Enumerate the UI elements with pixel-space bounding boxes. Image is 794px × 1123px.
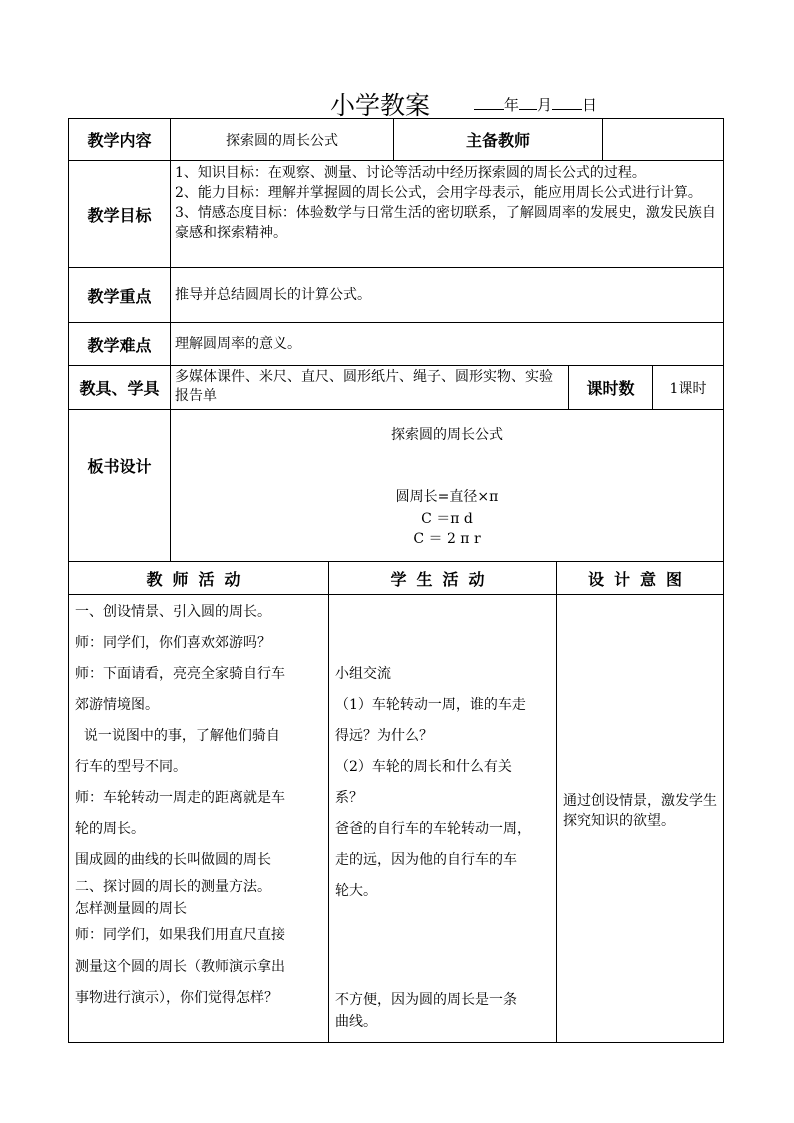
student-line: （1）车轮转动一周，谁的车走 bbox=[335, 697, 526, 713]
student-line: 小组交流 bbox=[335, 666, 391, 682]
board-formula-3: C ＝ 2 π r bbox=[413, 531, 481, 547]
board-title: 探索圆的周长公式 bbox=[391, 427, 503, 443]
student-line: （2）车轮的周长和什么有关 bbox=[335, 759, 512, 775]
difficulty-value: 理解圆周率的意义。 bbox=[170, 322, 724, 366]
content-label: 教学内容 bbox=[68, 118, 171, 161]
student-line: 走的远，因为他的自行车的车 bbox=[335, 852, 517, 868]
page-header bbox=[0, 86, 794, 120]
design-intent-text: 通过创设情景，激发学生探究知识的欲望。 bbox=[563, 793, 717, 829]
date-month: 月 bbox=[537, 96, 553, 114]
goals-list bbox=[170, 160, 724, 268]
teacher-line: 师：下面请看，亮亮全家骑自行车 bbox=[75, 666, 285, 682]
hours-value: 1课时 bbox=[652, 365, 724, 410]
date-year: 年 bbox=[504, 96, 520, 114]
board-label: 板书设计 bbox=[68, 409, 171, 562]
date-line bbox=[474, 94, 597, 115]
student-activity-header: 学生活动 bbox=[328, 561, 557, 595]
goal-item: 3、情感态度目标：体验数学与日常生活的密切联系，了解圆周率的发展史，激发民族自豪感和探索精神。 bbox=[175, 205, 716, 241]
date-day: 日 bbox=[582, 96, 598, 114]
teacher-activity-column bbox=[68, 594, 329, 1043]
goal-item: 1、知识目标：在观察、测量、讨论等活动中经历探索圆的周长公式的过程。 bbox=[175, 165, 646, 181]
page-title: 小学教案 bbox=[330, 91, 431, 120]
board-formula-1: 圆周长=直径×π bbox=[395, 489, 499, 505]
key-value: 推导并总结圆周长的计算公式。 bbox=[170, 267, 724, 323]
student-line: 爸爸的自行车的车轮转动一周， bbox=[335, 821, 531, 837]
hours-label: 课时数 bbox=[568, 365, 653, 410]
teacher-line: 说一说图中的事，了解他们骑自 bbox=[75, 728, 280, 744]
teacher-line: 事物进行演示），你们觉得怎样？ bbox=[75, 990, 278, 1006]
design-intent-header: 设计意图 bbox=[556, 561, 724, 595]
tools-label: 教具、学具 bbox=[68, 365, 171, 410]
teacher-line: 师：同学们，你们喜欢郊游吗？ bbox=[75, 635, 271, 651]
key-label: 教学重点 bbox=[68, 267, 171, 323]
difficulty-label: 教学难点 bbox=[68, 322, 171, 366]
teacher-line: 围成圆的曲线的长叫做圆的周长 bbox=[75, 852, 271, 868]
goals-label: 教学目标 bbox=[68, 160, 171, 268]
teacher-label: 主备教师 bbox=[393, 118, 603, 161]
board-formula-2: C ＝π d bbox=[421, 511, 473, 527]
content-value: 探索圆的周长公式 bbox=[170, 118, 394, 161]
design-intent-column bbox=[556, 594, 724, 1043]
teacher-line: 测量这个圆的周长（教师演示拿出 bbox=[75, 959, 285, 975]
tools-value: 多媒体课件、米尺、直尺、圆形纸片、绳子、圆形实物、实验报告单 bbox=[170, 365, 569, 410]
goal-item: 2、能力目标：理解并掌握圆的周长公式，会用字母表示，能应用周长公式进行计算。 bbox=[175, 185, 702, 201]
teacher-line: 郊游情境图。 bbox=[75, 697, 159, 713]
board-design bbox=[170, 409, 724, 562]
student-line: 轮大。 bbox=[335, 883, 377, 899]
student-activity-column bbox=[328, 594, 557, 1043]
teacher-line: 轮的周长。 bbox=[75, 821, 145, 837]
teacher-line: 师：车轮转动一周走的距离就是车 bbox=[75, 790, 285, 806]
teacher-line: 行车的型号不同。 bbox=[75, 759, 187, 775]
teacher-line: 师：同学们，如果我们用直尺直接 bbox=[75, 927, 285, 943]
student-line: 曲线。 bbox=[335, 1014, 377, 1030]
student-line: 不方便，因为圆的周长是一条 bbox=[335, 992, 517, 1008]
student-line: 系？ bbox=[335, 790, 363, 806]
teacher-line: 一、创设情景、引入圆的周长。 bbox=[75, 604, 271, 620]
teacher-activity-header: 教师活动 bbox=[68, 561, 329, 595]
teacher-value bbox=[602, 118, 724, 161]
teacher-line: 二、探讨圆的周长的测量方法。 bbox=[75, 879, 271, 895]
teacher-line: 怎样测量圆的周长 bbox=[75, 901, 187, 917]
student-line: 得远？为什么？ bbox=[335, 728, 433, 744]
